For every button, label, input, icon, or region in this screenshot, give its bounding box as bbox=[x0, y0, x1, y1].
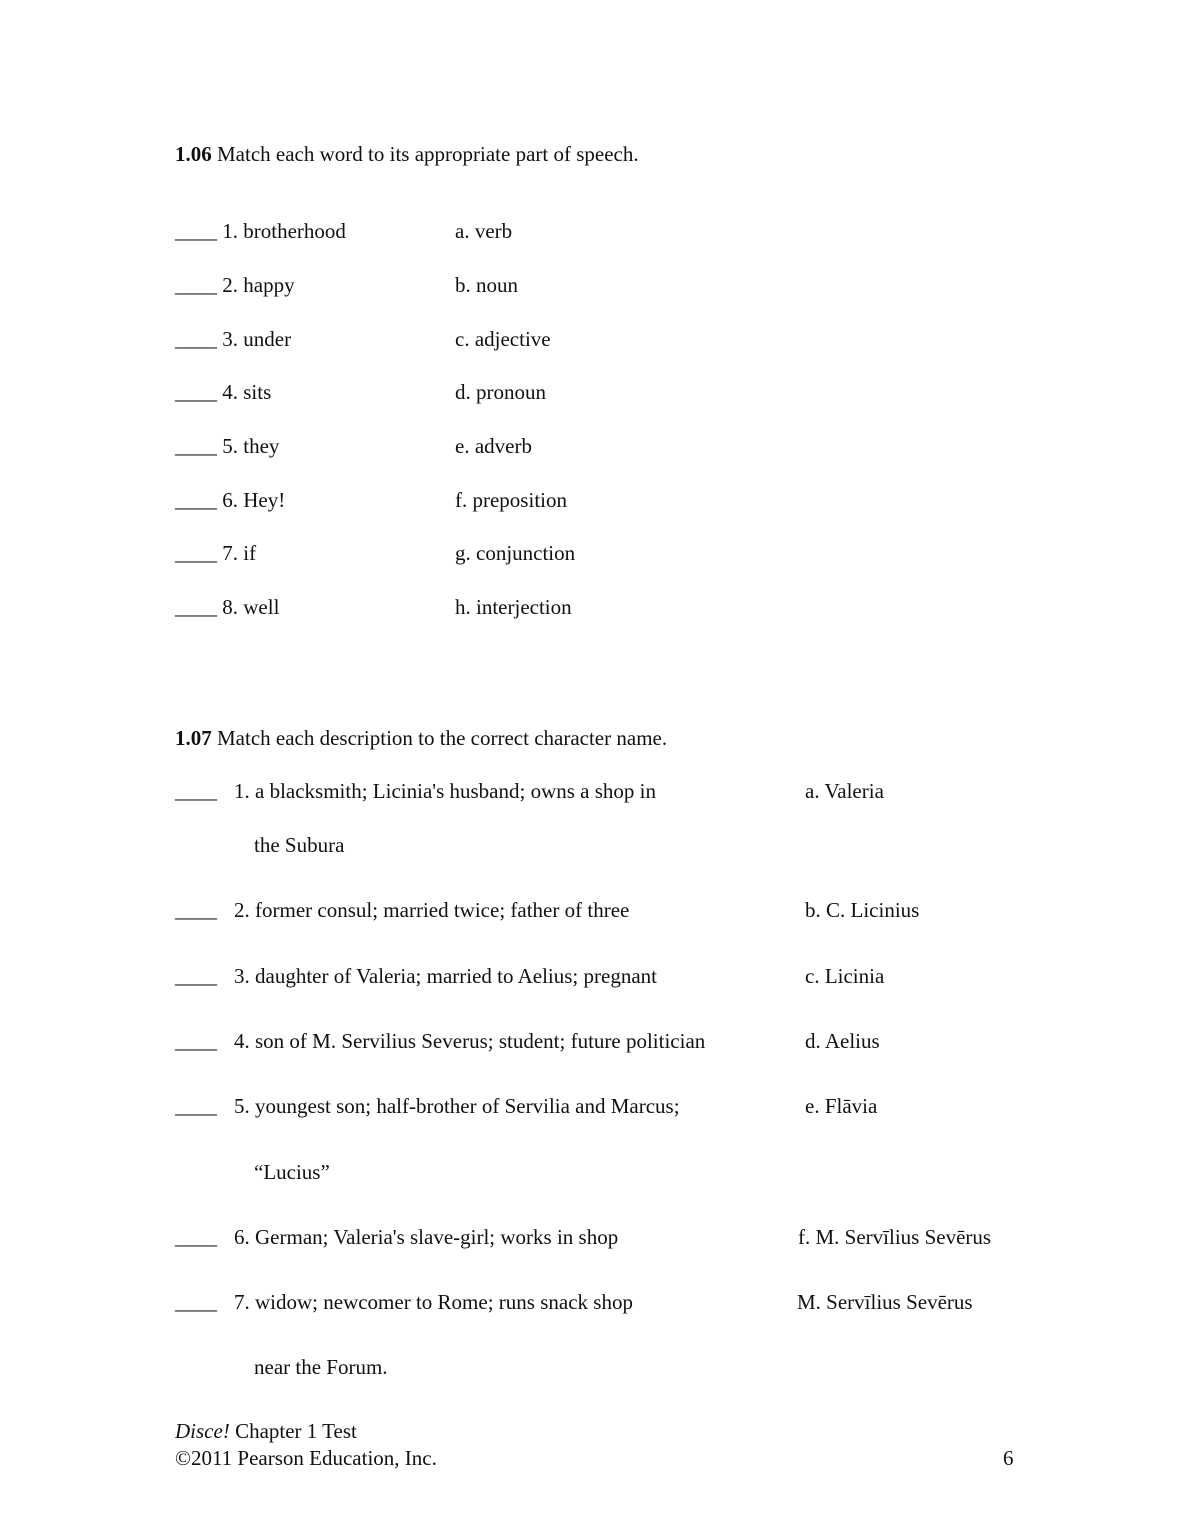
item-word: 2. happy bbox=[222, 273, 295, 297]
answer-blank[interactable]: ____ bbox=[175, 434, 217, 458]
section-1-06-heading bbox=[175, 144, 639, 165]
description-continuation: the Subura bbox=[254, 833, 345, 857]
answer-blank[interactable]: ____ bbox=[175, 1094, 217, 1118]
item-word: 4. sits bbox=[222, 380, 272, 404]
answer-blank[interactable]: ____ bbox=[175, 541, 217, 565]
character-option: c. Licinia bbox=[805, 964, 885, 988]
character-option: d. Aelius bbox=[805, 1029, 880, 1053]
match-item bbox=[175, 543, 256, 564]
match-option: d. pronoun bbox=[455, 380, 546, 404]
answer-blank[interactable]: ____ bbox=[175, 1029, 217, 1053]
answer-blank[interactable]: ____ bbox=[175, 219, 217, 243]
character-option: a. Valeria bbox=[805, 779, 884, 803]
answer-blank[interactable]: ____ bbox=[175, 898, 217, 922]
footer-title bbox=[175, 1421, 357, 1442]
match-item bbox=[175, 490, 285, 511]
section-1-07-heading bbox=[175, 728, 667, 749]
item-word: 5. they bbox=[222, 434, 280, 458]
answer-blank[interactable]: ____ bbox=[175, 964, 217, 988]
answer-blank[interactable]: ____ bbox=[175, 1290, 217, 1314]
answer-blank[interactable]: ____ bbox=[175, 380, 217, 404]
match-option: g. conjunction bbox=[455, 541, 576, 565]
match-item bbox=[175, 329, 291, 350]
match-option: c. adjective bbox=[455, 327, 551, 351]
description-text: 1. a blacksmith; Licinia's husband; owns a shop in bbox=[234, 779, 656, 803]
match-item bbox=[175, 275, 295, 296]
footer-copyright: ©2011 Pearson Education, Inc. bbox=[175, 1446, 437, 1470]
answer-blank[interactable]: ____ bbox=[175, 327, 217, 351]
answer-blank[interactable]: ____ bbox=[175, 273, 217, 297]
item-word: 6. Hey! bbox=[222, 488, 286, 512]
item-word: 8. well bbox=[222, 595, 280, 619]
match-option: e. adverb bbox=[455, 434, 532, 458]
description-text: 2. former consul; married twice; father of three bbox=[234, 898, 630, 922]
match-item bbox=[175, 597, 279, 618]
description-text: 3. daughter of Valeria; married to Aelius; pregnant bbox=[234, 964, 657, 988]
character-option: b. C. Licinius bbox=[805, 898, 920, 922]
character-option: f. M. Servīlius Sevērus bbox=[798, 1225, 992, 1249]
match-option: h. interjection bbox=[455, 595, 572, 619]
character-option: e. Flāvia bbox=[805, 1094, 878, 1118]
section-instruction: Match each word to its appropriate part of speech. bbox=[217, 142, 639, 166]
match-option: b. noun bbox=[455, 273, 518, 297]
chapter-label: Chapter 1 Test bbox=[229, 1419, 357, 1443]
answer-blank[interactable]: ____ bbox=[175, 595, 217, 619]
description-text: 7. widow; newcomer to Rome; runs snack shop bbox=[234, 1290, 633, 1314]
match-item bbox=[175, 382, 271, 403]
answer-blank[interactable]: ____ bbox=[175, 779, 217, 803]
item-word: 3. under bbox=[222, 327, 292, 351]
match-item bbox=[175, 436, 279, 457]
book-title: Disce! bbox=[175, 1419, 230, 1443]
description-continuation: near the Forum. bbox=[254, 1355, 388, 1379]
answer-blank[interactable]: ____ bbox=[175, 1225, 217, 1249]
match-item bbox=[175, 221, 346, 242]
description-text: 6. German; Valeria's slave-girl; works in shop bbox=[234, 1225, 619, 1249]
answer-blank[interactable]: ____ bbox=[175, 488, 217, 512]
match-option: a. verb bbox=[455, 219, 513, 243]
section-instruction: Match each description to the correct character name. bbox=[217, 726, 668, 750]
section-number: 1.06 bbox=[175, 142, 212, 166]
description-text: 4. son of M. Servilius Severus; student; future politician bbox=[234, 1029, 706, 1053]
character-option: M. Servīlius Sevērus bbox=[797, 1290, 973, 1314]
page-number: 6 bbox=[1003, 1446, 1014, 1470]
item-word: 1. brotherhood bbox=[222, 219, 346, 243]
section-number: 1.07 bbox=[175, 726, 212, 750]
match-option: f. preposition bbox=[455, 488, 567, 512]
item-word: 7. if bbox=[222, 541, 257, 565]
description-continuation: “Lucius” bbox=[254, 1160, 330, 1184]
description-text: 5. youngest son; half-brother of Servilia and Marcus; bbox=[234, 1094, 680, 1118]
